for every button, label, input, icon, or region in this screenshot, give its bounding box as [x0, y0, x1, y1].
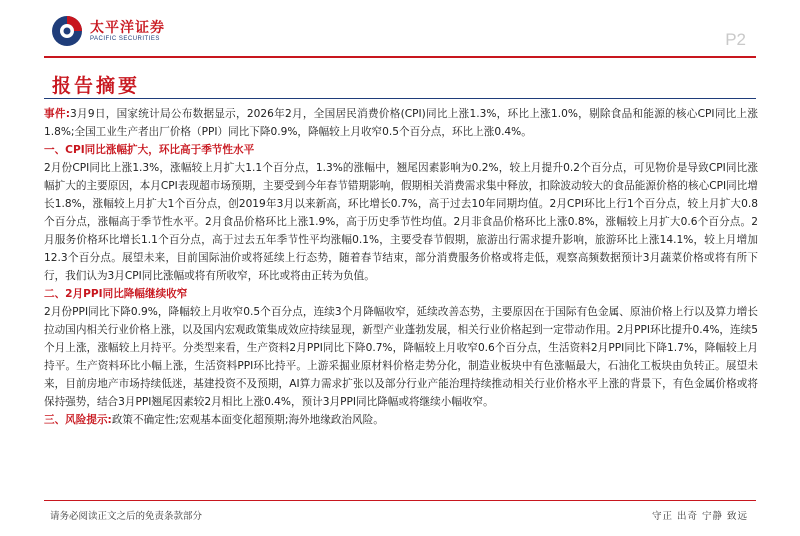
- event-text: 3月9日，国家统计局公布数据显示，2026年2月，全国居民消费价格(CPI)同比上涨1.3%，环比上涨1.0%，剔除食品和能源的核心CPI同比上涨1.8%;全国工业生产者出厂价格（PPI）同比下降0.9%，降幅较上月收窄0.5个百分点，环比上涨0.4%。: [44, 108, 758, 138]
- event-label: 事件:: [44, 108, 70, 120]
- footer-motto: 守正 出奇 宁静 致远: [651, 511, 748, 522]
- footer-divider: [44, 500, 756, 501]
- report-summary-body: [44, 105, 758, 429]
- page-number: P2: [725, 30, 746, 49]
- section-heading-cpi: 一、CPI同比涨幅扩大，环比高于季节性水平: [44, 144, 255, 156]
- section-body-risk: 政策不确定性;宏观基本面变化超预期;海外地缘政治风险。: [111, 414, 384, 426]
- section-body-cpi: 2月份CPI同比上涨1.3%，涨幅较上月扩大1.1个百分点，1.3%的涨幅中，翘尾因素影响为0.2%，较上月提升0.2个百分点，可见物价是导致CPI同比涨幅扩大的主要原因，本月CPI表现超市场预期，主要受到今年春节错期影响，假期相关消费需求集中释放，扣除波动较大的食品能源价格的核心CPI同比增长1.8%，涨幅较上月扩大1个百分点，创2019年3月以来新高，环比增长0.7%，高于过去10年同期均值。2月CPI环比上行1个百分点，较上月扩大0.8个百分点，涨幅高于季节性水平。2月食品价格环比上涨1.9%，高于历史季节性均值。2月非食品价格环比上涨0.8%，涨幅较上月扩大0.6个百分点。2月服务价格环比增长1.1个百分点，高于过去五年季节性平均涨幅0.1%，主要受春节假期，旅游出行需求提升影响，旅游环比上涨14.1%，较上月增加12.3个百分点。展望未来，目前国际油价或将延续上行态势，随着春节结束，部分消费服务价格或将走低，观察高频数据预计3月蔬菜价格或将有所下行，我们认为3月CPI同比涨幅或将有所收窄，环比或将由正转为负值。: [44, 162, 758, 282]
- brand-name-en: PACIFIC SECURITIES: [90, 36, 160, 42]
- header-divider: [44, 56, 756, 58]
- pacific-securities-logo-icon: [50, 14, 84, 48]
- section-heading-risk: 三、风险提示:: [44, 414, 112, 426]
- risk-paragraph: [44, 411, 758, 429]
- section-body-ppi: 2月份PPI同比下降0.9%，降幅较上月收窄0.5个百分点，连续3个月降幅收窄，延续改善态势，主要原因在于国际有色金属、原油价格上行以及算力增长拉动国内相关行业价格上涨，以及国内宏观政策集成效应持续显现，新型产业蓬勃发展，相关行业价格起到一定带动作用。2月PPI环比提升0.4%，连续5个月上涨，涨幅较上月持平。分类型来看，生产资料2月PPI同比下降0.7%，降幅较上月收窄0.6个百分点，生活资料2月PPI同比下降1.7%，降幅较上月持平。生产资料环比小幅上涨，生活资料PPI环比持平。上游采掘业原材料价格走势分化，制造业板块中有色涨幅最大，石油化工板块由负转正。展望未来，目前房地产市场持续低迷，基建投资不及预期，AI算力需求扩张以及部分行业产能治理持续推动相关行业价格水平上涨的背景下，有色金属价格或将保持强势，结合3月PPI翘尾因素较2月相比上涨0.4%，预计3月PPI同比降幅或将继续小幅收窄。: [44, 306, 758, 408]
- brand-name-cn: 太平洋证券: [90, 20, 165, 36]
- section-heading-ppi: 二、2月PPI同比降幅继续收窄: [44, 288, 188, 300]
- event-paragraph: [44, 105, 758, 141]
- title-divider: [44, 98, 756, 99]
- footer-disclaimer: 请务必阅读正文之后的免责条款部分: [50, 511, 203, 522]
- page-title: 报告摘要: [52, 75, 141, 97]
